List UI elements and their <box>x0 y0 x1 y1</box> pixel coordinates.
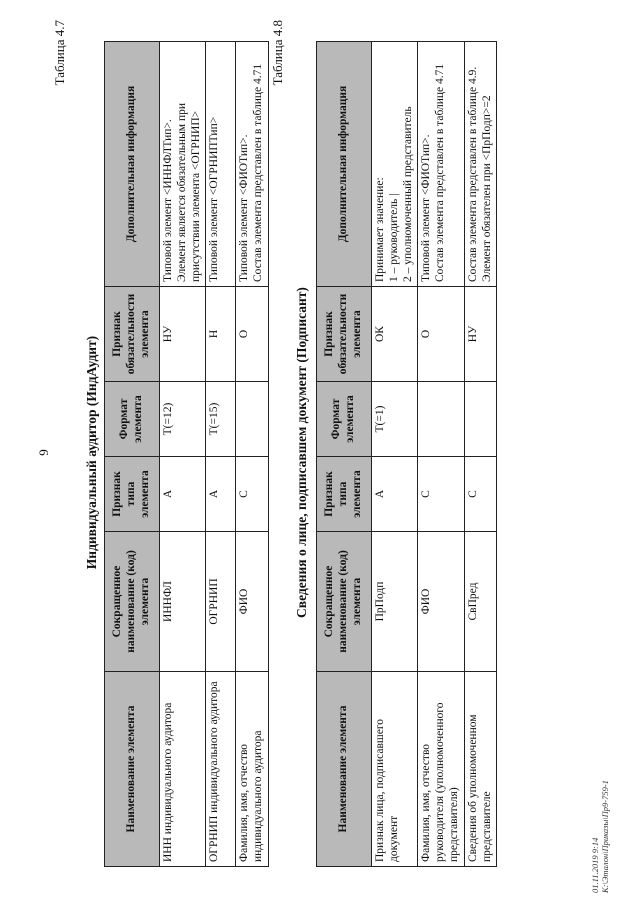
table-4-7-label: Таблица 4.7 <box>52 20 67 86</box>
cell-info: Типовой элемент <ИННФЛТип>. Элемент является обязательным при присутствии элемента <ОГРНИП> <box>160 42 206 287</box>
cell-info: Типовой элемент <ФИОТип>. Состав элемента представлен в таблице 4.71 <box>236 42 269 287</box>
cell-code: ИННФЛ <box>160 532 206 672</box>
table-4-8-title: Сведения о лице, подписавшем документ (Подписант) <box>294 287 309 618</box>
cell-name: Сведения об уполномоченном представителе <box>464 672 497 867</box>
cell-type: С <box>464 457 497 532</box>
header-element-required: Признак обязательности элемента <box>105 287 160 382</box>
header-additional-info: Дополнительная информация <box>105 42 160 287</box>
cell-required: О <box>418 287 464 382</box>
table-header-row <box>105 42 160 867</box>
table-row <box>372 42 418 867</box>
header-element-name: Наименование элемента <box>105 672 160 867</box>
cell-required: НУ <box>160 287 206 382</box>
table-4-7 <box>104 41 269 867</box>
cell-type: С <box>418 457 464 532</box>
table-4-8-label: Таблица 4.8 <box>270 20 285 86</box>
table-row <box>236 42 269 867</box>
header-element-format: Формат элемента <box>105 382 160 457</box>
cell-info: Типовой элемент <ОГРНИПТип> <box>206 42 236 287</box>
cell-type: А <box>160 457 206 532</box>
cell-required: Н <box>206 287 236 382</box>
header-element-code: Сокращенное наименование (код) элемента <box>317 532 372 672</box>
cell-info: Состав элемента представлен в таблице 4.9. Элемент обязателен при <ПрПодп>=2 <box>464 42 497 287</box>
cell-required: О <box>236 287 269 382</box>
cell-type: А <box>372 457 418 532</box>
cell-format <box>418 382 464 457</box>
table-header-row <box>317 42 372 867</box>
cell-info: Типовой элемент <ФИОТип>. Состав элемента представлен в таблице 4.71 <box>418 42 464 287</box>
file-stamp <box>590 780 610 893</box>
table-4-8 <box>316 41 497 867</box>
table-4-7-title: Индивидуальный аудитор (ИндАудит) <box>84 335 99 570</box>
cell-code: ФИО <box>236 532 269 672</box>
file-stamp-date: 01.11.2019 9:14 <box>590 837 600 893</box>
header-element-required: Признак обязательности элемента <box>317 287 372 382</box>
cell-code: ОГРНИП <box>206 532 236 672</box>
table-row <box>464 42 497 867</box>
header-element-type: Признак типа элемента <box>105 457 160 532</box>
cell-name: ОГРНИП индивидуального аудитора <box>206 672 236 867</box>
cell-required: НУ <box>464 287 497 382</box>
header-additional-info: Дополнительная информация <box>317 42 372 287</box>
cell-type: А <box>206 457 236 532</box>
cell-format: T(=1) <box>372 382 418 457</box>
header-element-format: Формат элемента <box>317 382 372 457</box>
file-stamp-path: К:\Эталон\Приказы\Пр9-759-1 <box>600 780 611 893</box>
cell-name: Признак лица, подписавшего документ <box>372 672 418 867</box>
cell-format: T(=15) <box>206 382 236 457</box>
cell-name: Фамилия, имя, отчество руководителя (уполномоченного представителя) <box>418 672 464 867</box>
cell-name: Фамилия, имя, отчество индивидуального аудитора <box>236 672 269 867</box>
cell-code: СвПред <box>464 532 497 672</box>
header-element-name: Наименование элемента <box>317 672 372 867</box>
cell-format <box>464 382 497 457</box>
page-number: 9 <box>36 449 51 456</box>
table-row <box>418 42 464 867</box>
cell-type: С <box>236 457 269 532</box>
cell-name: ИНН индивидуального аудитора <box>160 672 206 867</box>
cell-format <box>236 382 269 457</box>
header-element-code: Сокращенное наименование (код) элемента <box>105 532 160 672</box>
table-row <box>206 42 236 867</box>
cell-required: ОК <box>372 287 418 382</box>
header-element-type: Признак типа элемента <box>317 457 372 532</box>
cell-format: T(=12) <box>160 382 206 457</box>
cell-code: ПрПодп <box>372 532 418 672</box>
cell-info: Принимает значение: 1 – руководитель | 2 – уполномоченный представитель <box>372 42 418 287</box>
table-row <box>160 42 206 867</box>
cell-code: ФИО <box>418 532 464 672</box>
